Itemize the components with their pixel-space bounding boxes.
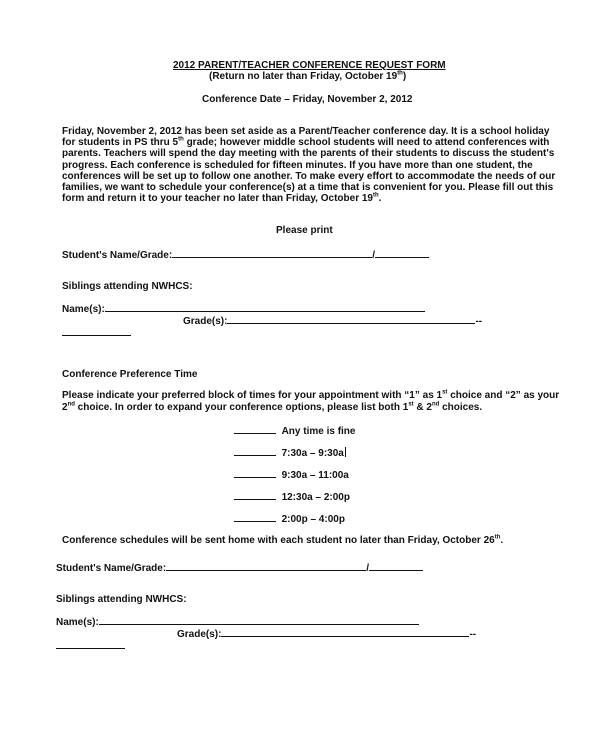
intro-paragraph: Friday, November 2, 2012 has been set aside as a Parent/Teacher conference day. It is a school holiday for students in PS thru 5th grade; however middle school students will need to attend conferences with parents. Teachers will spend the day meeting with the parents of their students to discuss the student's progress. Each conference is scheduled for fifteen minutes. If you have more than one student, the conferences will be set up to follow one another. To make every effort to accommodate the needs of our families, we want to schedule your conference(s) at a time that is convenient for you. Please fill out this form and return it to your teacher no later than Friday, October 19th. (62, 126, 556, 205)
student-name-field[interactable] (172, 248, 372, 258)
form-title: 2012 PARENT/TEACHER CONFERENCE REQUEST FORM (173, 60, 446, 71)
return-deadline: (Return no later than Friday, October 19th) (209, 70, 407, 82)
choice-field-200-400[interactable] (234, 512, 276, 522)
preference-heading: Conference Preference Time (62, 369, 198, 380)
sibling-grades-field-continued-2[interactable] (56, 639, 125, 649)
sibling-grades-continuation-2 (56, 639, 125, 652)
time-option-200-400: 2:00p – 4:00p (234, 512, 345, 525)
text-cursor (345, 447, 346, 457)
time-option-1230-200: 12:30a – 2:00p (234, 490, 350, 503)
sibling-grades-continuation (62, 326, 131, 339)
choice-field-730-930[interactable] (234, 446, 276, 456)
time-option-any: Any time is fine (234, 424, 355, 437)
sibling-names-row: Name(s): (62, 302, 425, 315)
preference-instructions-line-2: 2nd choice. In order to expand your conference options, please list both 1st & 2nd choices. (62, 401, 483, 413)
sibling-names-field-2[interactable] (99, 615, 419, 625)
time-option-930-1100: 9:30a – 11:00a (234, 468, 349, 481)
choice-field-930-1100[interactable] (234, 468, 276, 478)
conference-date: Conference Date – Friday, November 2, 2012 (202, 94, 413, 105)
student-name-field-2[interactable] (166, 561, 366, 571)
student-grade-field-2[interactable] (369, 561, 423, 571)
sibling-names-field[interactable] (105, 302, 425, 312)
siblings-heading: Siblings attending NWHCS: (62, 281, 193, 292)
student-name-grade-row-2: Student's Name/Grade: / (56, 561, 423, 574)
siblings-heading-2: Siblings attending NWHCS: (56, 594, 187, 605)
sibling-grades-row-2: Grade(s): -- (177, 629, 477, 640)
sibling-grades-field-continued[interactable] (62, 326, 131, 336)
time-option-730-930: 7:30a – 9:30a (234, 446, 346, 459)
choice-field-1230-200[interactable] (234, 490, 276, 500)
choice-field-any[interactable] (234, 424, 276, 434)
student-name-grade-row: Student's Name/Grade: / (62, 248, 429, 261)
sibling-grades-row: Grade(s): -- (183, 316, 483, 327)
schedules-note: Conference schedules will be sent home with each student no later than Friday, October 26th. (62, 534, 504, 546)
please-print-note: Please print (276, 225, 333, 236)
sibling-grades-field-2[interactable] (221, 627, 469, 637)
sibling-names-row-2: Name(s): (56, 615, 419, 628)
sibling-grades-field[interactable] (227, 314, 475, 324)
preference-instructions-line-1: Please indicate your preferred block of times for your appointment with “1” as 1st choice and “2” as your (62, 389, 560, 401)
student-grade-field[interactable] (375, 248, 429, 258)
